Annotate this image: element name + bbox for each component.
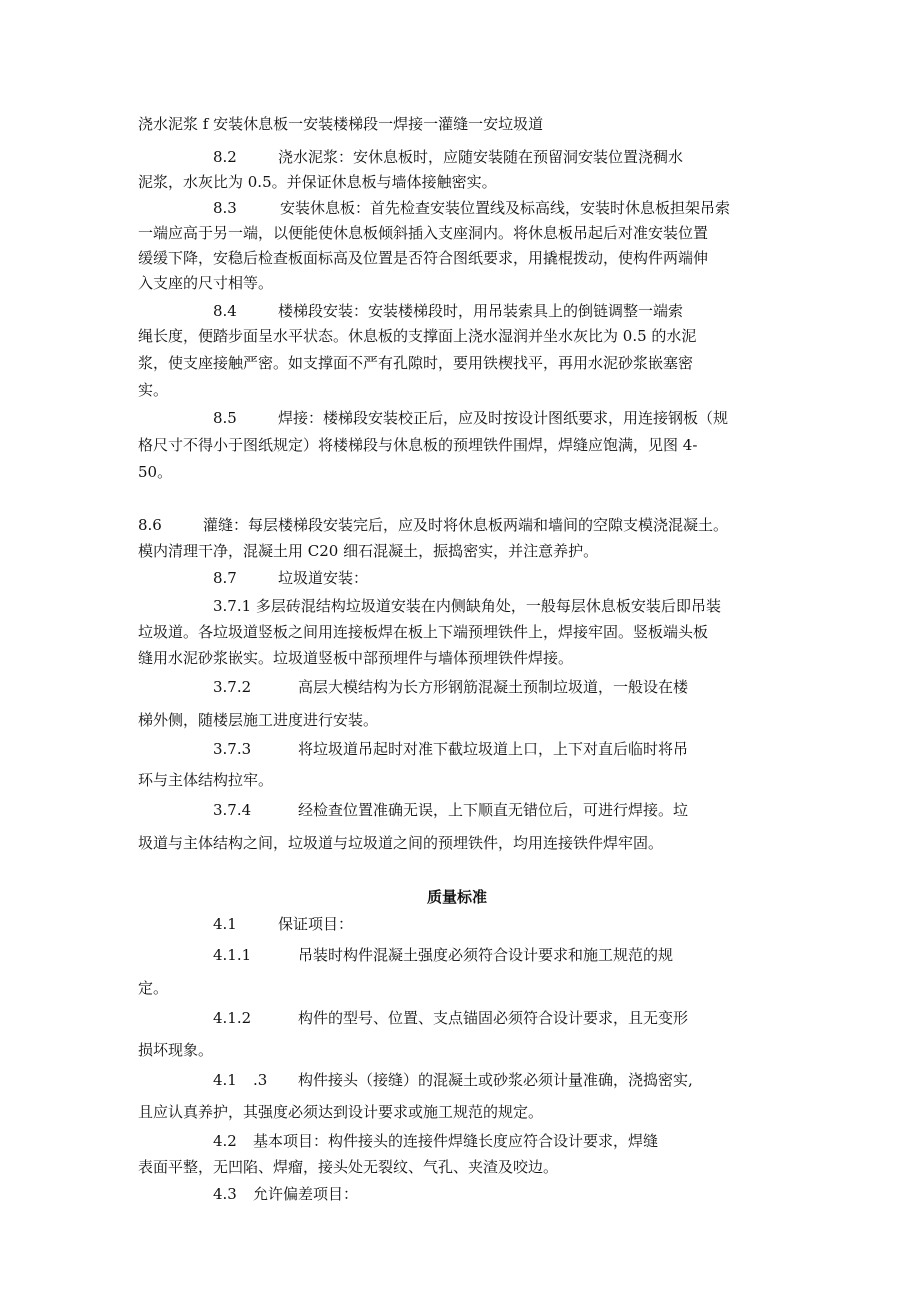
section-4-1-3-number-b: .3 xyxy=(253,1071,268,1089)
section-8-6-number: 8.6 xyxy=(138,516,162,534)
section-8-3-line-4: 入支座的尺寸相等。 xyxy=(138,274,274,292)
section-3-7-1-line-2: 垃圾道。各垃圾道竖板之间用连接板焊在板上下端预埋铁件上，焊接牢固。竖板端头板 xyxy=(138,623,709,641)
section-8-7-title: 垃圾道安装： xyxy=(278,569,369,587)
section-8-2-number: 8.2 xyxy=(213,148,237,166)
section-4-3-number: 4.3 xyxy=(213,1185,237,1203)
section-3-7-4-line-2: 圾道与主体结构之间，垃圾道与垃圾道之间的预埋铁件，均用连接铁件焊牢固。 xyxy=(138,834,664,852)
section-3-7-4-line-1: 经检查位置准确无误，上下顺直无错位后，可进行焊接。垃 xyxy=(298,801,689,819)
section-8-7-number: 8.7 xyxy=(213,569,237,587)
section-8-3-line-2: 一端应高于另一端，以便能使休息板倾斜插入支座洞内。将休息板吊起后对准安装位置 xyxy=(138,224,709,242)
section-3-7-1-line-1: 3.7.1 多层砖混结构垃圾道安装在内侧缺角处，一般每层休息板安装后即吊装 xyxy=(213,597,721,615)
section-8-5-line-1: 焊接：楼梯段安装校正后，应及时按设计图纸要求，用连接钢板（规 xyxy=(278,409,729,427)
section-3-7-2-number: 3.7.2 xyxy=(213,678,252,696)
section-4-2-line-2: 表面平整，无凹陷、焊瘤，接头处无裂纹、气孔、夹渣及咬边。 xyxy=(138,1158,559,1176)
section-8-4-line-4: 实。 xyxy=(138,381,169,399)
section-4-1-2-line-2: 损坏现象。 xyxy=(138,1041,214,1059)
section-8-6-line-1: 灌缝：每层楼梯段安装完后，应及时将休息板两端和墙间的空隙支模浇混凝土。 xyxy=(203,516,729,534)
section-4-1-3-line-1: 构件接头（接缝）的混凝土或砂浆必须计量准确，浇捣密实, xyxy=(298,1071,693,1089)
section-4-3-title: 允许偏差项目： xyxy=(253,1185,359,1203)
section-8-2-line-2: 泥浆，水灰比为 0.5。并保证休息板与墙体接触密实。 xyxy=(138,173,497,191)
section-4-1-3-number-a: 4.1 xyxy=(213,1071,237,1089)
section-4-1-1-number: 4.1.1 xyxy=(213,946,252,964)
section-8-5-line-3: 50。 xyxy=(138,463,173,481)
section-8-5-line-2: 格尺寸不得小于图纸规定）将楼梯段与休息板的预埋铁件围焊，焊缝应饱满，见图 4- xyxy=(138,436,698,454)
section-4-2-number: 4.2 xyxy=(213,1132,237,1150)
section-3-7-1-line-3: 缝用水泥砂浆嵌实。垃圾道竖板中部预埋件与墙体预埋铁件焊接。 xyxy=(138,649,574,667)
section-4-1-title: 保证项目： xyxy=(278,915,354,933)
section-8-2-line-1: 浇水泥浆：安休息板时，应随安装随在预留洞安装位置浇稠水 xyxy=(278,148,684,166)
section-3-7-4-number: 3.7.4 xyxy=(213,801,252,819)
section-4-1-number: 4.1 xyxy=(213,915,237,933)
section-3-7-2-line-2: 梯外侧，随楼层施工进度进行安装。 xyxy=(138,711,379,729)
section-4-1-2-line-1: 构件的型号、位置、支点锚固必须符合设计要求，且无变形 xyxy=(298,1009,689,1027)
section-8-4-line-1: 楼梯段安装：安装楼梯段时，用吊装索具上的倒链调整一端索 xyxy=(278,302,684,320)
section-8-3-number: 8.3 xyxy=(213,199,237,217)
section-8-5-number: 8.5 xyxy=(213,409,237,427)
section-8-4-line-3: 浆，使支座接触严密。如支撑面不严有孔隙时，要用铁楔找平，再用水泥砂浆嵌塞密 xyxy=(138,354,694,372)
section-3-7-3-line-1: 将垃圾道吊起时对准下截垃圾道上口，上下对直后临时将吊 xyxy=(298,740,689,758)
process-flow-line: 浇水泥浆 f 安装休息板一安装楼梯段一焊接一灌缝一安垃圾道 xyxy=(138,115,544,133)
section-3-7-3-line-2: 环与主体结构拉牢。 xyxy=(138,771,274,789)
section-8-4-number: 8.4 xyxy=(213,302,237,320)
section-8-3-line-1: 安装休息板：首先检查安装位置线及标高线，安装时休息板担架吊索 xyxy=(280,199,731,217)
section-3-7-3-number: 3.7.3 xyxy=(213,740,252,758)
section-8-4-line-2: 绳长度，便踏步面呈水平状态。休息板的支撑面上浇水湿润并坐水灰比为 0.5 的水泥 xyxy=(138,327,697,345)
section-3-7-2-line-1: 高层大模结构为长方形钢筋混凝土预制垃圾道，一般设在楼 xyxy=(298,678,689,696)
section-4-1-1-line-1: 吊装时构件混凝土强度必须符合设计要求和施工规范的规 xyxy=(298,946,674,964)
section-8-3-line-3: 缓缓下降，安稳后检查板面标高及位置是否符合图纸要求，用撬棍拨动，使构件两端伸 xyxy=(138,249,709,267)
section-4-2-line-1: 基本项目：构件接头的连接件焊缝长度应符合设计要求，焊缝 xyxy=(253,1132,659,1150)
section-heading-quality-standard: 质量标准 xyxy=(427,888,488,906)
section-4-1-3-line-2: 且应认真养护，其强度必须达到设计要求或施工规范的规定。 xyxy=(138,1103,544,1121)
section-4-1-1-line-2: 定。 xyxy=(138,979,169,997)
section-8-6-line-2: 模内清理干净，混凝土用 C20 细石混凝土，振捣密实，并注意养护。 xyxy=(138,542,599,560)
section-4-1-2-number: 4.1.2 xyxy=(213,1009,252,1027)
